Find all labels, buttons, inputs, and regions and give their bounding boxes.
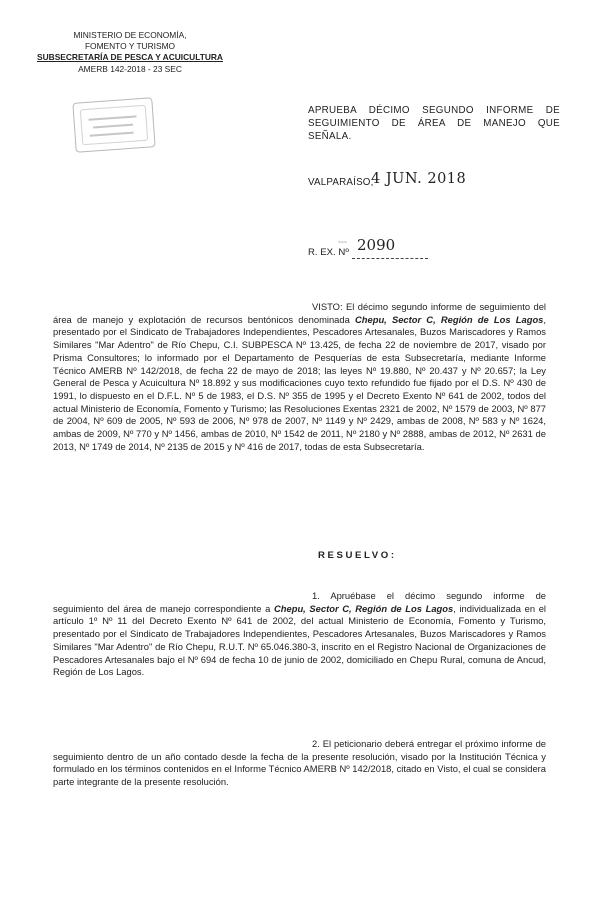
ministry-line: MINISTERIO DE ECONOMÍA, xyxy=(73,30,187,40)
resolution-subject: APRUEBA DÉCIMO SEGUNDO INFORME DE SEGUIMIENTO DE ÁREA DE MANEJO QUE SEÑALA. xyxy=(308,105,560,142)
date-stamp: 4 JUN. 2018 xyxy=(371,171,467,187)
letterhead xyxy=(30,30,230,75)
point-2 xyxy=(53,738,546,789)
point-1-area-name: Chepu, Sector C, Región de Los Lagos xyxy=(274,602,454,614)
rex-label: R. EX. Nº xyxy=(308,247,349,258)
scribble-mark: ~~~ xyxy=(338,240,347,246)
point-1-text: Apruébase el décimo segundo informe de seguimiento del área de manejo correspondiente a xyxy=(53,590,546,614)
visto-area-name: Chepu, Sector C, Región de Los Lagos xyxy=(355,313,544,325)
point-1-number: 1. xyxy=(312,590,320,601)
point-2-text: El peticionario deberá entregar el próximo informe de seguimiento dentro de un año contado desde la fecha de la presente resolución, visado por la Institución Técnica y formulado en los términos contenidos en el Informe Técnico AMERB Nº 142/2018, citado en Visto, el cual se considera parte integrante de la presente resolución. xyxy=(53,738,546,788)
visto-lead: VISTO: xyxy=(312,301,343,312)
visto-text: El décimo segundo informe de seguimiento del área de manejo y explotación de recursos bentónicos denominada xyxy=(53,301,546,325)
place-label: VALPARAÍSO, xyxy=(308,177,374,188)
visto-paragraph xyxy=(53,301,546,453)
ministry-line-2: FOMENTO Y TURISMO xyxy=(84,41,176,52)
file-reference: AMERB 142-2018 - 23 SEC xyxy=(78,63,182,74)
point-1 xyxy=(53,590,546,679)
visto-text-cont: , presentado por el Sindicato de Trabajadores Independientes, Pescadores Artesanales, Buzos Mariscadores y Ramos Similares "Mar Adentro" de Río Chepu, C.I. SUBPESCA Nº 13.425, de fecha 22 de noviembre de 2017, visado por Prisma Consultores; lo informado por el Departamento de Pesquerías de esta Subsecretaría, mediante Informe Técnico AMERB Nº 142/2018, de fecha 22 de mayo de 2018; las leyes Nº 19.880, Nº 20.437 y Nº 20.657; la Ley General de Pesca y Acuicultura Nº 18.892 y sus modificaciones cuyo texto refundido fue fijado por el D.S. Nº 430 de 1991, lo dispuesto en el D.F.L. Nº 5 de 1983, el D.S. Nº 355 de 1995 y el Decreto Exento Nº 641 de 2002, todos del actual Ministerio de Economía, Fomento y Turismo; las Resoluciones Exentas 2321 de 2002, Nº 1579 de 2003, Nº 877 de 2004, Nº 609 de 2005, Nº 593 de 2006, Nº 978 de 2007, Nº 1149 y Nº 2429, ambas de 2008, Nº 583 y Nº 1624, ambas de 2009, Nº 770 y Nº 1456, ambas de 2010, Nº 1542 de 2011, Nº 2180 y Nº 2888, ambas de 2012, Nº 2631 de 2013, Nº 1749 de 2014, Nº 2135 de 2015 y Nº 416 de 2017, todas de esta Subsecretaría. xyxy=(53,313,546,452)
point-2-number: 2. xyxy=(312,738,320,749)
resuelvo-heading: RESUELVO: xyxy=(318,550,397,561)
faded-stamp xyxy=(72,97,155,152)
rex-underline xyxy=(352,258,428,259)
undersecretariat-line: SUBSECRETARÍA DE PESCA Y ACUICULTURA xyxy=(37,52,223,63)
point-1-text-cont: , individualizada en el artículo 1º Nº 11 del Decreto Exento Nº 641 de 2002, del actual Ministerio de Economía, Fomento y Turismo, presentado por el Sindicato de Trabajadores Independientes, Pescadores Artesanales, Buzos Mariscadores y Ramos Similares "Mar Adentro" de Río Chepu, R.U.T. Nº 65.046.380-3, inscrito en el Registro Nacional de Organizaciones de Pescadores Artesanales bajo el Nº 694 de fecha 10 de junio de 2002, domiciliado en Chepu Rural, comuna de Ancud, Región de Los Lagos. xyxy=(53,602,546,678)
rex-number: 2090 xyxy=(357,236,396,254)
